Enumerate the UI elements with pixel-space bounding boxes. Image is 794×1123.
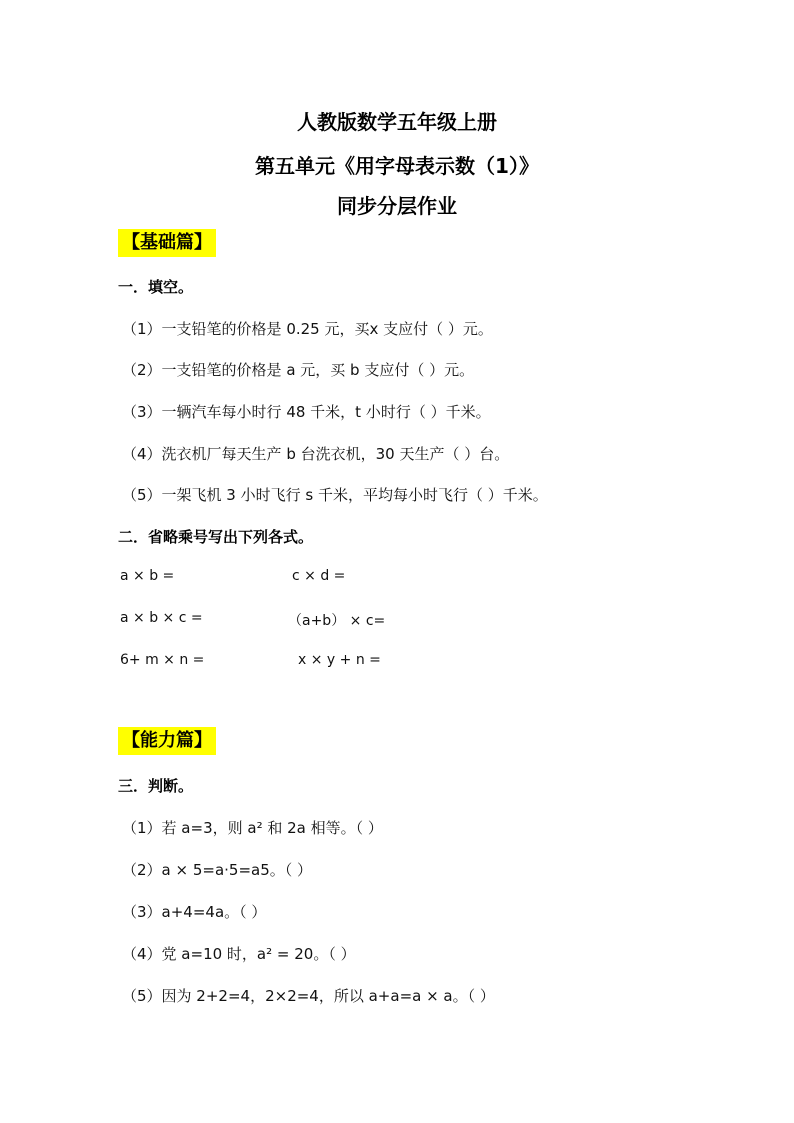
question-1-3: （3）一辆汽车每小时行 48 千米，t 小时行（ ）千米。 <box>122 403 491 421</box>
expr-a-b: a × b = <box>120 568 175 584</box>
question-1-4: （4）洗衣机厂每天生产 b 台洗衣机，30 天生产（ ）台。 <box>122 445 510 463</box>
question-1-5: （5）一架飞机 3 小时飞行 s 千米，平均每小时飞行（ ）千米。 <box>122 486 548 504</box>
doc-subtitle-2: 同步分层作业 <box>337 194 457 218</box>
question-1-1: （1）一支铅笔的价格是 0.25 元，买x 支应付（ ）元。 <box>122 320 493 338</box>
part3-title: 三．判断。 <box>118 777 194 795</box>
judge-5: （5）因为 2+2=4，2×2=4，所以 a+a=a × a。（ ） <box>122 987 495 1005</box>
doc-subtitle: 第五单元《用字母表示数（1）》 <box>255 154 539 178</box>
part2-title: 二．省略乘号写出下列各式。 <box>118 528 314 546</box>
expr-a-b-c: a × b × c = <box>120 610 203 626</box>
doc-title: 人教版数学五年级上册 <box>297 110 497 134</box>
expr-ab-c: （a+b） × c= <box>288 613 386 629</box>
expr-x-y-n: x × y + n = <box>298 652 381 668</box>
ability-section-badge: 【能力篇】 <box>118 727 216 755</box>
question-1-2: （2）一支铅笔的价格是 a 元，买 b 支应付（ ）元。 <box>122 361 475 379</box>
judge-1: （1）若 a=3，则 a² 和 2a 相等。（ ） <box>122 819 383 837</box>
expr-6-m-n: 6+ m × n = <box>120 652 205 668</box>
basic-section-badge: 【基础篇】 <box>118 229 216 257</box>
judge-3: （3）a+4=4a。（ ） <box>122 903 267 921</box>
judge-4: （4）党 a=10 时，a² = 20。（ ） <box>122 945 356 963</box>
expr-c-d: c × d = <box>292 568 346 584</box>
judge-2: （2）a × 5=a·5=a5。（ ） <box>122 861 313 879</box>
part1-title: 一．填空。 <box>118 278 194 296</box>
